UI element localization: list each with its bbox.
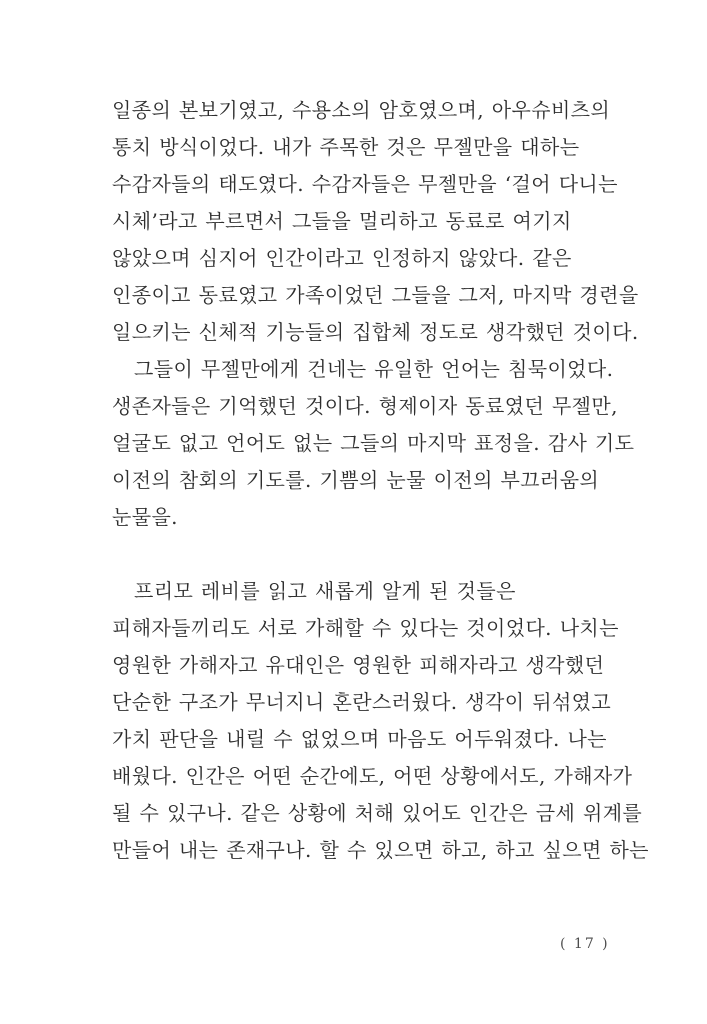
text-line: 만들어 내는 존재구나. 할 수 있으면 하고, 하고 싶으면 하는 [112,838,649,862]
text-line: 인종이고 동료였고 가족이었던 그들을 그저, 마지막 경련을 [112,283,639,307]
text-line: 얼굴도 없고 언어도 없는 그들의 마지막 표정을. 감사 기도 [112,431,635,455]
paragraph [112,573,649,869]
text-line: 가치 판단을 내릴 수 없었으며 마음도 어두워졌다. 나는 [112,727,607,751]
text-line: 그들이 무젤만에게 건네는 유일한 언어는 침묵이었다. [134,357,614,381]
text-line: 않았으며 심지어 인간이라고 인정하지 않았다. 같은 [112,246,572,270]
paragraph [112,92,639,351]
page-number: ( 17 ) [560,936,610,952]
text-line: 눈물을. [112,505,178,529]
text-line: 배웠다. 인간은 어떤 순간에도, 어떤 상황에서도, 가해자가 [112,764,633,788]
text-line: 될 수 있구나. 같은 상황에 처해 있어도 인간은 금세 위계를 [112,801,643,825]
text-line: 일으키는 신체적 기능들의 집합체 정도로 생각했던 것이다. [112,320,639,344]
text-line: 단순한 구조가 무너지니 혼란스러웠다. 생각이 뒤섞였고 [112,690,612,714]
text-block [112,92,649,869]
text-line: 일종의 본보기였고, 수용소의 암호였으며, 아우슈비츠의 [112,98,611,122]
text-line: 생존자들은 기억했던 것이다. 형제이자 동료였던 무젤만, [112,394,618,418]
paragraph [112,351,635,536]
text-line: 프리모 레비를 읽고 새롭게 알게 된 것들은 [134,579,516,603]
text-line: 피해자들끼리도 서로 가해할 수 있다는 것이었다. 나치는 [112,616,619,640]
text-line: 이전의 참회의 기도를. 기쁨의 눈물 이전의 부끄러움의 [112,468,600,492]
text-line: 영원한 가해자고 유대인은 영원한 피해자라고 생각했던 [112,653,605,677]
text-line: 통치 방식이었다. 내가 주목한 것은 무젤만을 대하는 [112,135,580,159]
text-line: 시체’라고 부르면서 그들을 멀리하고 동료로 여기지 [112,209,572,233]
text-line: 수감자들의 태도였다. 수감자들은 무젤만을 ‘걸어 다니는 [112,172,618,196]
